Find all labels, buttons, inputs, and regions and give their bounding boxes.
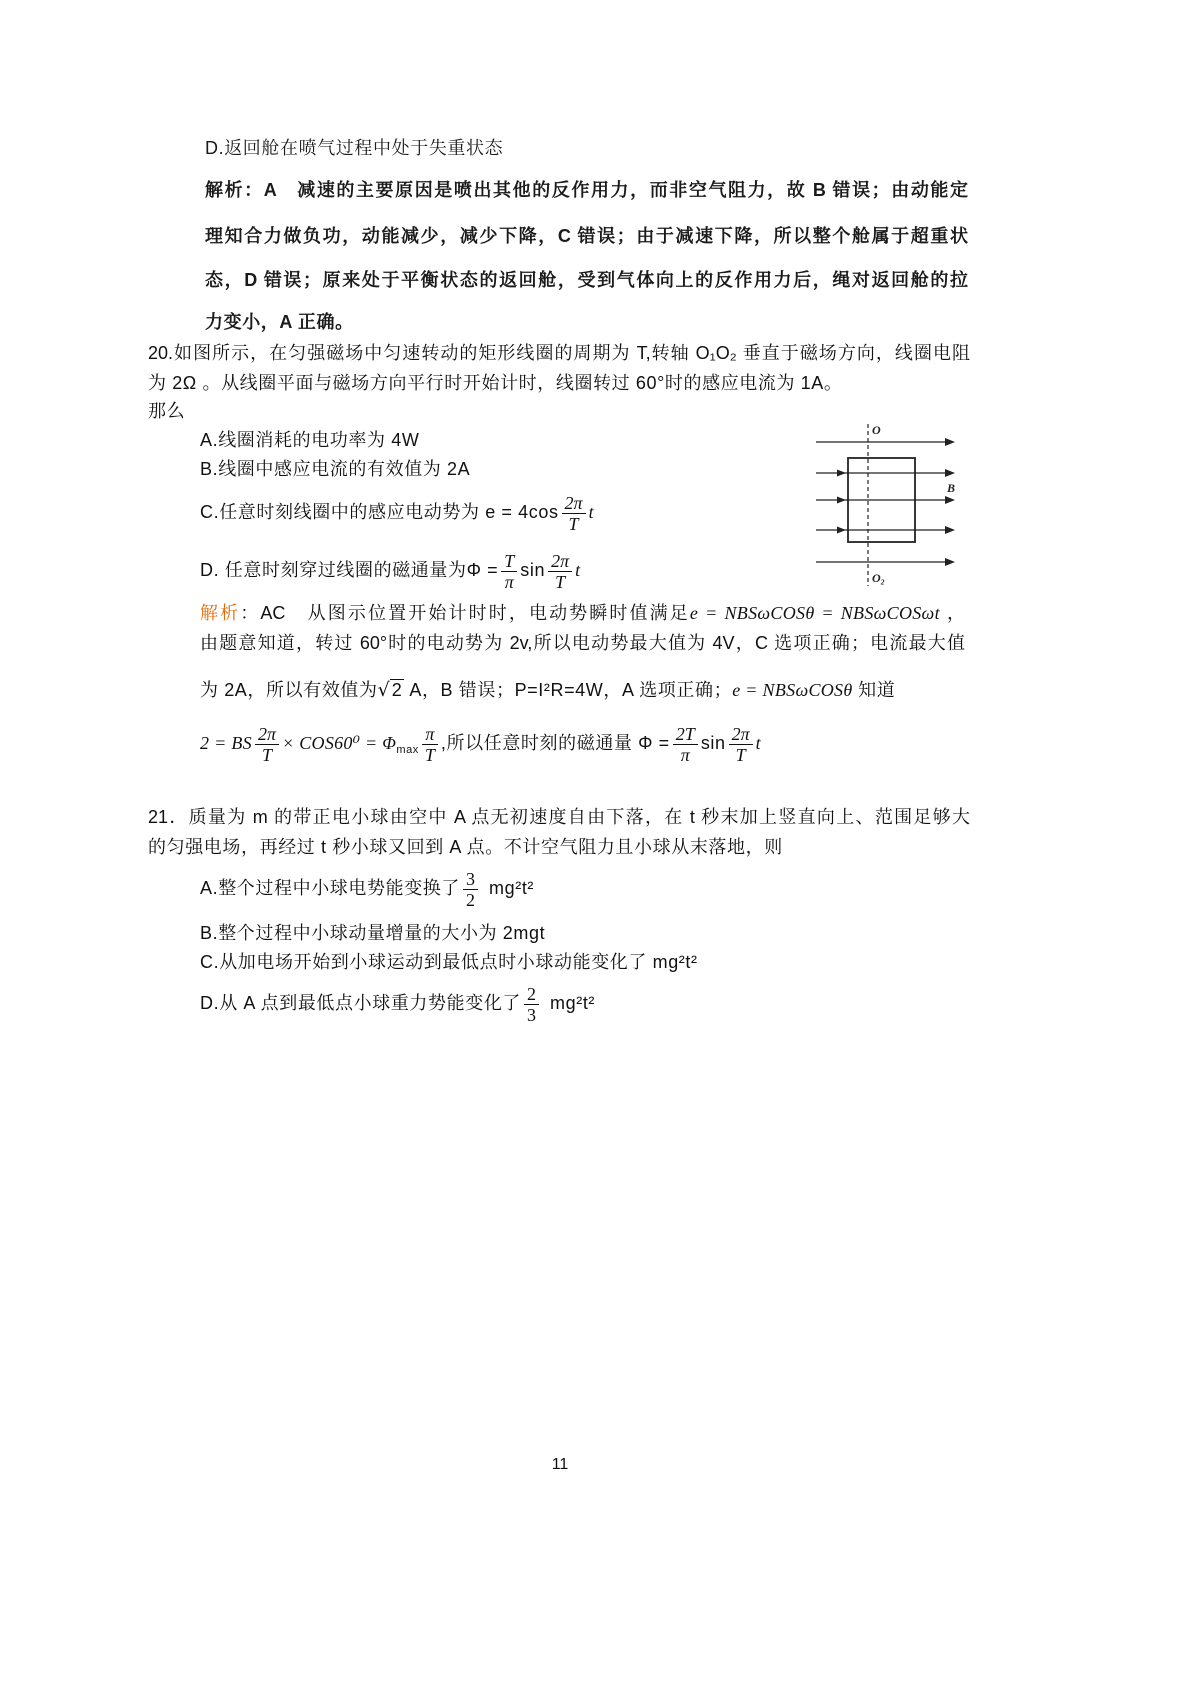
fraction-denominator: T: [424, 744, 435, 765]
arrowhead-icon: [837, 497, 846, 504]
page-number: 11: [551, 1456, 569, 1473]
analysis-text: ,所以任意时刻的磁通量 Φ =: [440, 733, 670, 753]
fraction-numerator: 3: [463, 869, 478, 890]
fraction: [548, 551, 572, 592]
q21-option-c: C.从加电场开始到小球运动到最低点时小球动能变化了 mg²t²: [200, 952, 698, 972]
q19-analysis-line-4: 力变小，A 正确。: [205, 312, 354, 332]
arrowhead-icon: [945, 469, 955, 477]
equation-lhs: 2 = BS: [200, 733, 252, 753]
axis-top-label: O: [872, 423, 881, 437]
rotating-coil-figure: [810, 420, 960, 595]
fraction-numerator: 2π: [548, 551, 572, 572]
fraction: [463, 869, 478, 910]
q20-analysis-line-2: 由题意知道，转过 60°时的电动势为 2v,所以电动势最大值为 4V，C 选项正确；电流最大值: [200, 633, 965, 653]
fraction: [422, 724, 438, 765]
arrowhead-icon: [945, 558, 955, 566]
fraction-denominator: 3: [527, 1004, 537, 1025]
fraction: [255, 724, 279, 765]
arrowhead-icon: [945, 496, 955, 504]
q20-analysis-line-1: [200, 601, 965, 625]
sin-function: sin: [700, 733, 726, 753]
analysis-label: 解析: [200, 603, 241, 623]
q20-analysis-line-4: [200, 719, 761, 767]
fraction: [562, 493, 586, 534]
fraction-numerator: 2π: [255, 724, 279, 745]
fraction-numerator: π: [422, 724, 438, 745]
fraction-numerator: 2: [524, 984, 539, 1005]
analysis-text: 为 2A，所以有效值为: [200, 680, 378, 700]
phi-max-subscript: max: [396, 744, 419, 756]
fraction-numerator: 2T: [673, 724, 698, 745]
q21-stem-line-1: 21．质量为 m 的带正电小球由空中 A 点无初速度自由下落，在 t 秒末加上竖直向上、范围足够大: [148, 807, 970, 827]
sin-function: sin: [520, 560, 546, 580]
fraction-denominator: T: [555, 571, 566, 592]
fraction-denominator: π: [504, 571, 514, 592]
q20-stem-line-2: 为 2Ω 。从线圈平面与磁场方向平行时开始计时，线圈转过 60°时的感应电流为 1A。: [148, 373, 843, 393]
magnetic-field-lines: [816, 442, 948, 562]
q20-analysis-line-3: [200, 678, 895, 702]
q20-option-a: A.线圈消耗的电功率为 4W: [200, 430, 420, 450]
q21-stem-line-2: 的匀强电场，再经过 t 秒小球又回到 A 点。不计空气阻力且小球从末落地，则: [148, 837, 783, 857]
axis-bottom-label: O₂: [872, 571, 885, 585]
fraction-numerator: T: [501, 551, 517, 572]
q19-analysis-line-1: 解析：A 减速的主要原因是喷出其他的反作用力，而非空气阻力，故 B 错误；由动能定: [205, 180, 968, 200]
fraction-denominator: π: [680, 744, 690, 765]
analysis-text: 知道: [852, 680, 896, 700]
option-text: D. 任意时刻穿过线圈的磁通量为Φ =: [200, 560, 499, 580]
fraction-denominator: 2: [466, 889, 476, 910]
field-label: B: [947, 481, 956, 495]
radicand: 2: [391, 680, 402, 700]
q20-stem-line-1: 20.如图所示，在匀强磁场中匀速转动的矩形线圈的周期为 T,转轴 O₁O₂ 垂直于磁场方向，线圈电阻: [148, 343, 970, 363]
radical-sign-icon: √: [377, 679, 390, 701]
q19-analysis-line-2: 理知合力做负功，动能减少，减少下降，C 错误；由于减速下降，所以整个舱属于超重状: [205, 226, 968, 246]
q21-option-b: B.整个过程中小球动量增量的大小为 2mgt: [200, 923, 546, 943]
option-tail: mg²t²: [489, 878, 535, 898]
fraction-denominator: T: [735, 744, 746, 765]
q20-stem-line-3: 那么: [148, 401, 186, 421]
analysis-text: A，B 错误；P=I²R=4W，A 选项正确；: [403, 680, 733, 700]
analysis-text: ，: [939, 603, 965, 623]
q21-option-a: [200, 864, 534, 912]
equation-middle: × COS60⁰ = Φ: [281, 733, 397, 753]
q20-option-c: [200, 488, 594, 536]
option-text: D.从 A 点到最低点小球重力势能变化了: [200, 993, 522, 1013]
variable-t: t: [588, 502, 594, 522]
fraction-denominator: T: [261, 744, 272, 765]
q19-option-d: D.返回舱在喷气过程中处于失重状态: [205, 138, 504, 158]
analysis-text: ：AC 从图示位置开始计时时，电动势瞬时值满足: [240, 603, 690, 623]
fraction: [673, 724, 698, 765]
fraction-denominator: T: [568, 513, 579, 534]
arrowhead-icon: [837, 527, 846, 534]
fraction: [501, 551, 517, 592]
fraction-numerator: 2π: [729, 724, 753, 745]
emf-equation: e = NBSωCOSθ = NBSωCOSωt: [689, 603, 940, 623]
emf-equation: e = NBSωCOSθ: [732, 680, 853, 700]
q20-option-b: B.线圈中感应电流的有效值为 2A: [200, 459, 471, 479]
arrowhead-icon: [837, 470, 846, 477]
q19-analysis-line-3: 态，D 错误；原来处于平衡状态的返回舱，受到气体向上的反作用力后，绳对返回舱的拉: [205, 270, 968, 290]
fraction: [729, 724, 753, 765]
q20-option-d: [200, 546, 580, 594]
variable-t: t: [755, 733, 761, 753]
variable-t: t: [575, 560, 581, 580]
option-tail: mg²t²: [550, 993, 596, 1013]
q21-option-d: [200, 979, 595, 1027]
arrowhead-icon: [945, 438, 955, 446]
fraction: [524, 984, 539, 1025]
option-text: A.整个过程中小球电势能变换了: [200, 878, 461, 898]
fraction-numerator: 2π: [562, 493, 586, 514]
option-text: C.任意时刻线圈中的感应电动势为 e = 4cos: [200, 502, 559, 522]
arrowhead-icon: [945, 526, 955, 534]
